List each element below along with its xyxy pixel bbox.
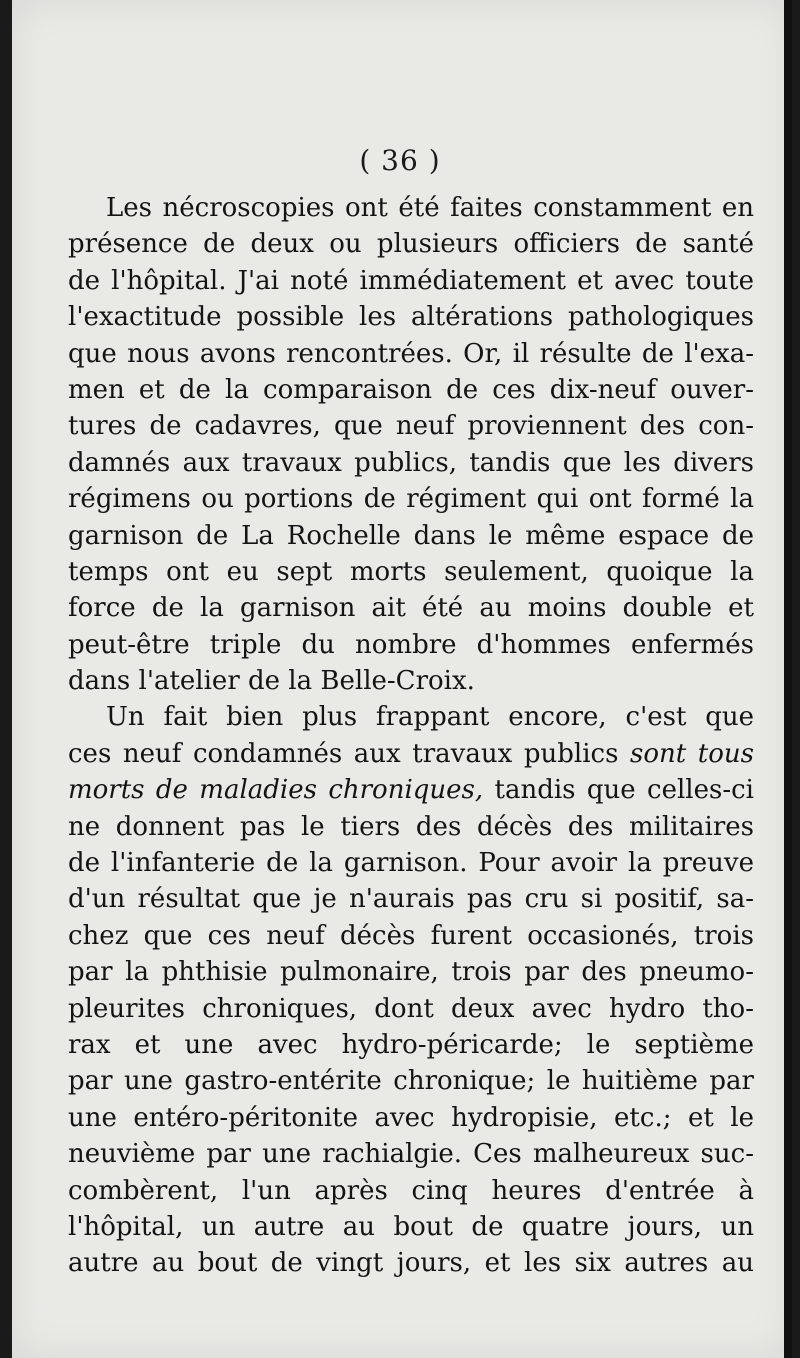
text-line: garnison de La Rochelle dans le même espace de: [68, 520, 754, 551]
text-line: d'un résultat que je n'aurais pas cru si positif, sa-: [68, 884, 754, 915]
text-line: force de la garnison ait été au moins double et: [68, 593, 754, 624]
italic-text: morts de maladies chroniques,: [68, 775, 484, 806]
text-line: régimens ou portions de régiment qui ont formé la: [68, 484, 754, 515]
text-line: l'exactitude possible les altérations pathologiques: [68, 302, 754, 333]
text-line: une entéro-péritonite avec hydropisie, etc.; et le: [68, 1102, 754, 1133]
text-line: de l'hôpital. J'ai noté immédiatement et avec toute: [68, 265, 754, 296]
text-line: Les nécroscopies ont été faites constamment en: [106, 193, 754, 223]
text-line: peut-être triple du nombre d'hommes enfermés: [68, 629, 754, 660]
text-segment: tandis que celles-ci: [483, 775, 754, 806]
text-line: l'hôpital, un autre au bout de quatre jours, un: [68, 1211, 754, 1242]
text-line: temps ont eu sept morts seulement, quoique la: [68, 556, 754, 587]
text-line: rax et une avec hydro-péricarde; le septième: [68, 1029, 754, 1060]
page-number: ( 36 ): [359, 144, 441, 177]
text-line: de l'infanterie de la garnison. Pour avoir la preuve: [68, 848, 754, 879]
body-text: [68, 190, 754, 1282]
text-line: ne donnent pas le tiers des décès des militaires: [68, 811, 754, 842]
text-line: men et de la comparaison de ces dix-neuf ouver-: [68, 374, 754, 405]
text-line: dans l'atelier de la Belle-Croix.: [68, 666, 475, 697]
text-line: combèrent, l'un après cinq heures d'entrée à: [68, 1175, 754, 1206]
text-line: par une gastro-entérite chronique; le huitième par: [68, 1066, 754, 1097]
text-line: pleurites chroniques, dont deux avec hydro tho-: [68, 993, 754, 1024]
text-line: autre au bout de vingt jours, et les six autres au: [68, 1248, 754, 1279]
text-line: tures de cadavres, que neuf proviennent des con-: [68, 411, 754, 442]
text-line: que nous avons rencontrées. Or, il résulte de l'exa-: [68, 338, 754, 369]
text-line: damnés aux travaux publics, tandis que les divers: [68, 447, 754, 478]
text-line: [68, 772, 754, 808]
text-line: neuvième par une rachialgie. Ces malheureux suc-: [68, 1139, 754, 1170]
page-edge-shadow: [784, 0, 792, 1358]
text-line: présence de deux ou plusieurs officiers de santé: [68, 229, 754, 260]
text-line: [68, 736, 754, 772]
text-line: chez que ces neuf décès furent occasionés, trois: [68, 920, 754, 951]
text-segment: ces neuf condamnés aux travaux publics: [68, 738, 631, 769]
text-line: Un fait bien plus frappant encore, c'est que: [106, 702, 754, 733]
italic-text: sont tous: [630, 738, 754, 769]
text-line: par la phthisie pulmonaire, trois par des pneumo-: [68, 957, 754, 988]
